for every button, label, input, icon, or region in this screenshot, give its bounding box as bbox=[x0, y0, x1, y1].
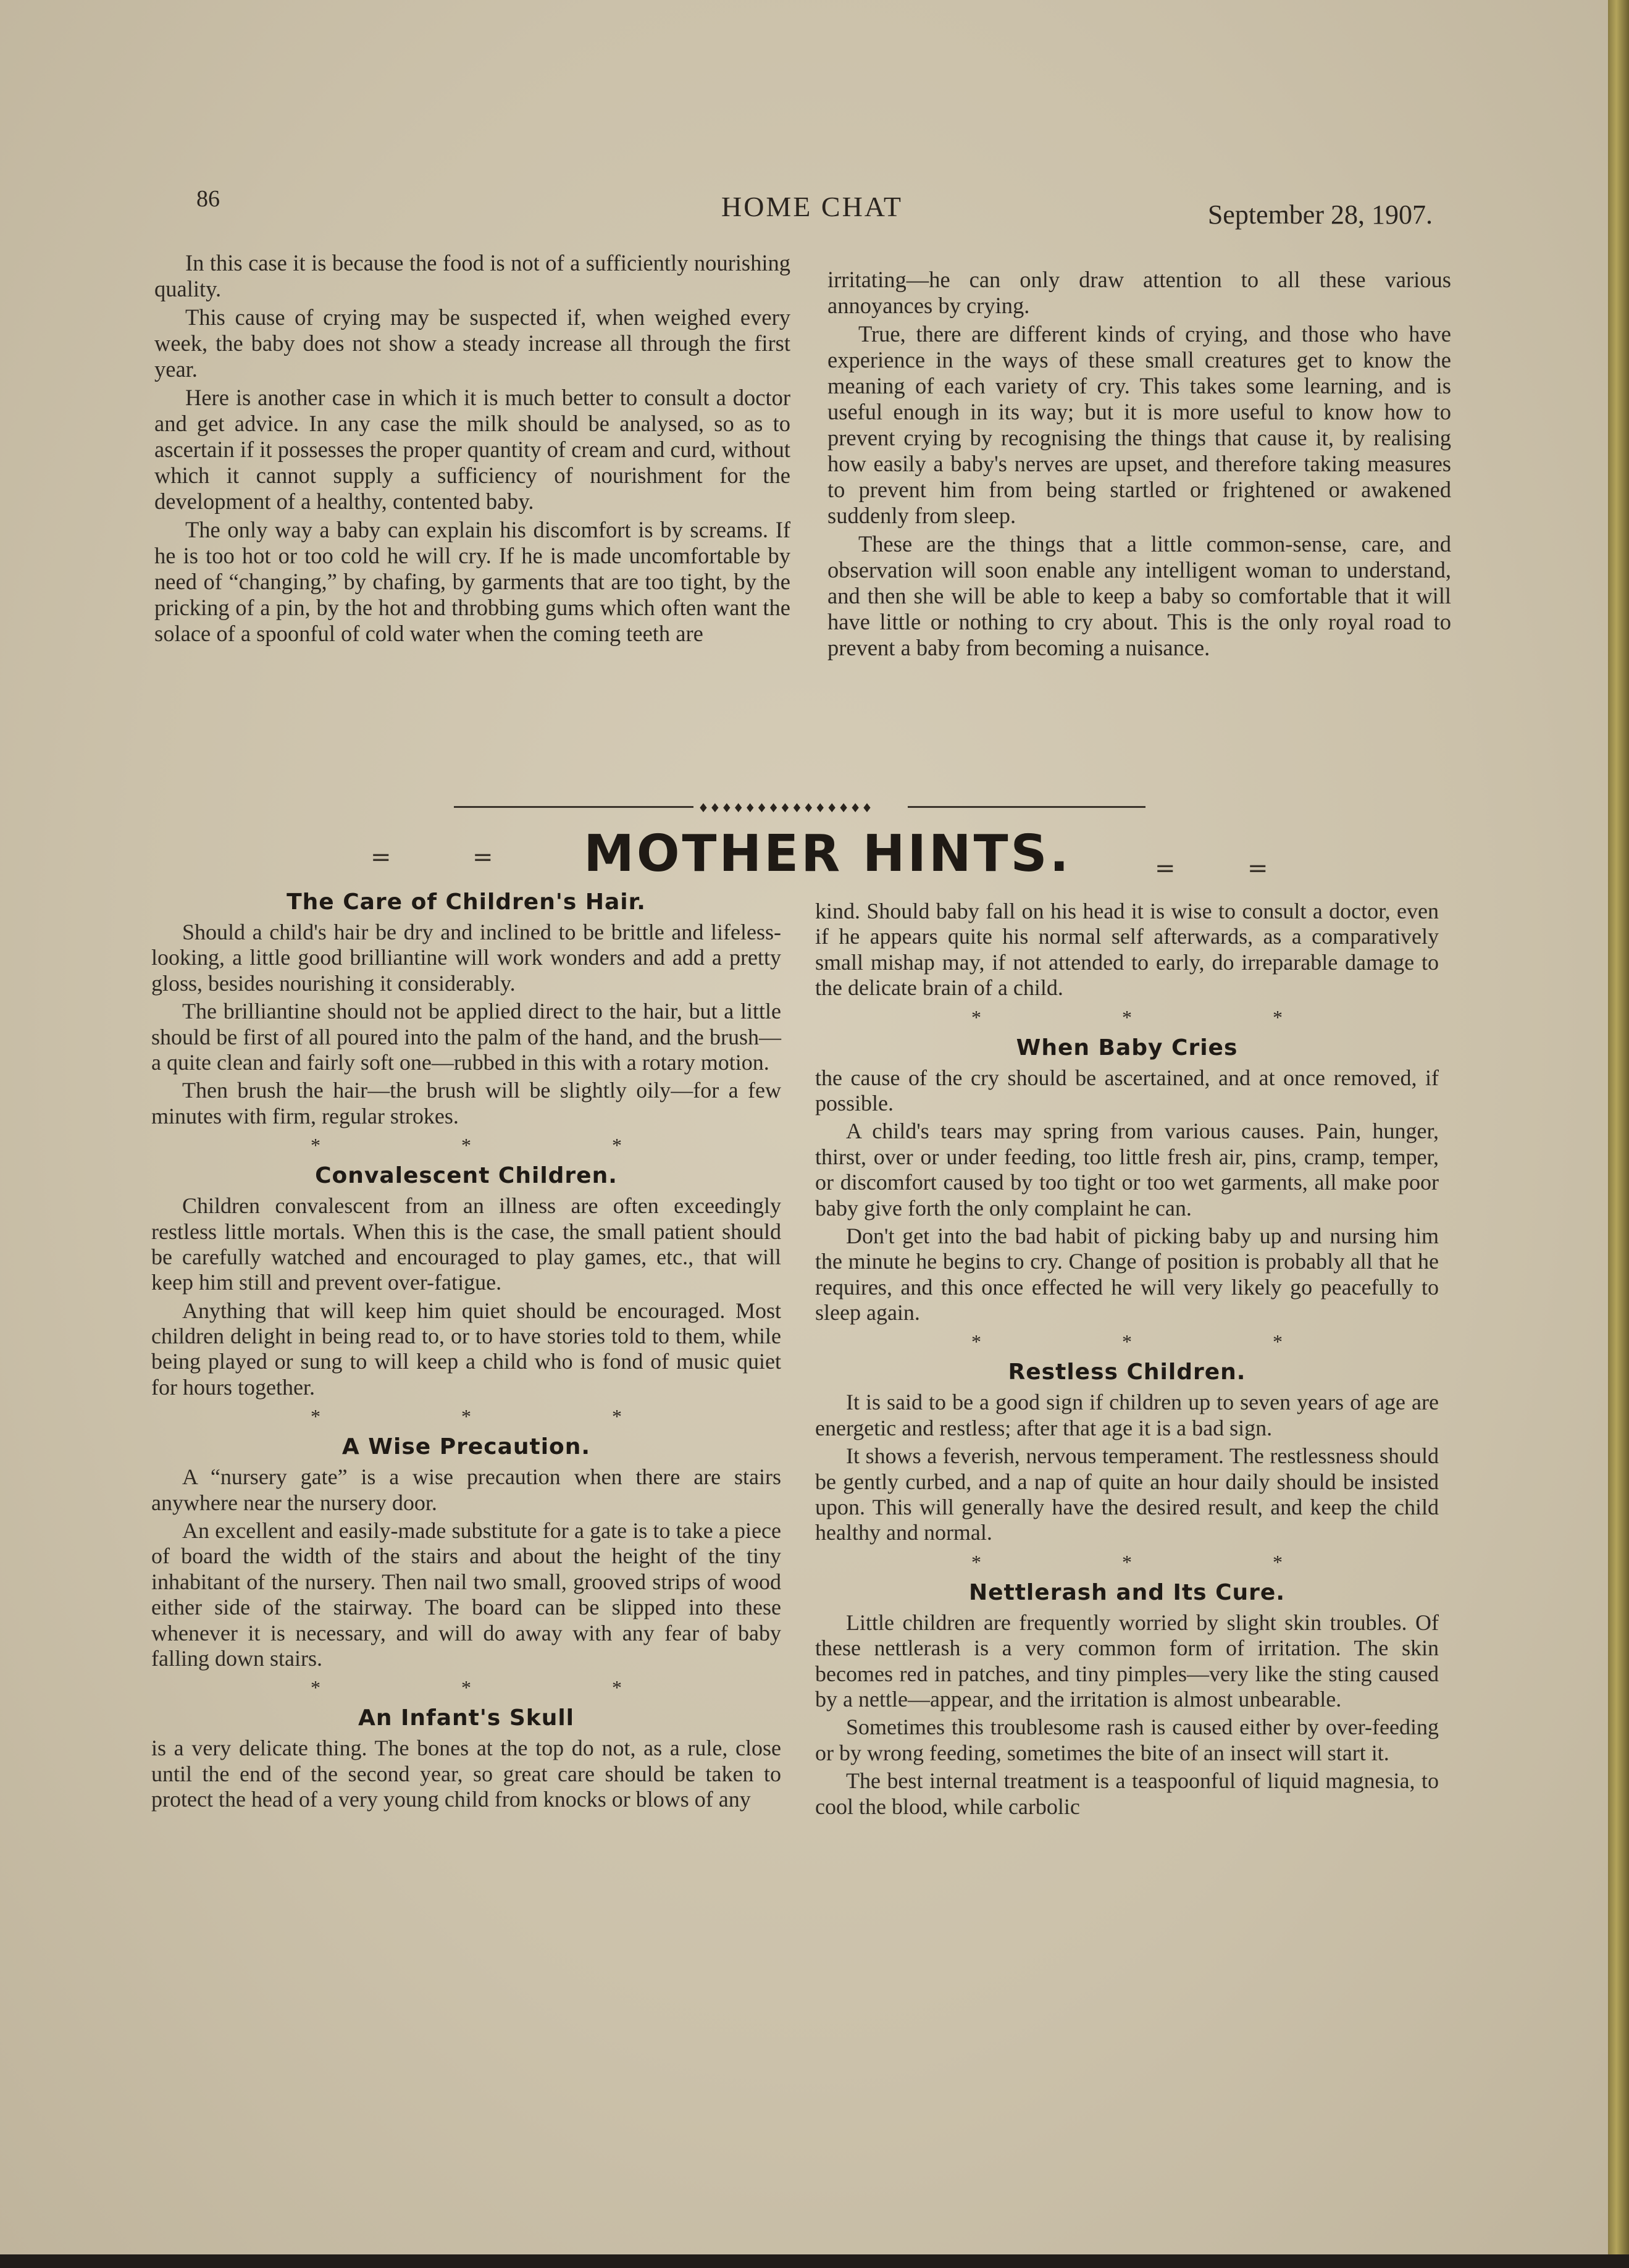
section-break-stars: * * * bbox=[971, 1550, 1351, 1573]
paragraph: Here is another case in which it is much better to consult a doctor and get advice. In any case the milk should be analysed, so as to ascertain if it possesses the proper quantity of cream and curd, without which it cannot supply a sufficiency of nourishment for the development of a healthy, contented baby. bbox=[154, 384, 790, 514]
hint-heading: An Infant's Skull bbox=[358, 1705, 574, 1731]
ornament-mark: = bbox=[1155, 854, 1176, 883]
hint-heading: When Baby Cries bbox=[1016, 1035, 1238, 1060]
paragraph: The best internal treatment is a teaspoonful of liquid magnesia, to cool the blood, while carbolic bbox=[815, 1768, 1439, 1819]
section-break-stars: * * * bbox=[971, 1330, 1351, 1353]
paragraph: It is said to be a good sign if children up to seven years of age are energetic and restless; after that age it is a bad sign. bbox=[815, 1390, 1439, 1440]
paragraph: Anything that will keep him quiet should be encouraged. Most children delight in being read to, or to have stories told to them, while being played or sung to will keep a child who is fond of music quiet for hours together. bbox=[151, 1298, 781, 1400]
article-column-left bbox=[154, 250, 790, 647]
section-break-stars: * * * bbox=[311, 1134, 690, 1157]
paragraph: kind. Should baby fall on his head it is wise to consult a doctor, even if he appears quite his normal self afterwards, as a comparatively small mishap may, if not attended to early, do irreparable damage to the delicate brain of a child. bbox=[815, 899, 1439, 1001]
hint-heading: The Care of Children's Hair. bbox=[287, 889, 646, 915]
paragraph: It shows a feverish, nervous temperament. The restlessness should be gently curbed, and a nap of quite an hour daily should be insisted upon. This will generally have the desired result, and keep the child healthy and normal. bbox=[815, 1443, 1439, 1545]
divider-rule-left bbox=[454, 806, 693, 808]
page-bottom-edge bbox=[0, 2254, 1629, 2268]
paragraph: An excellent and easily-made substitute for a gate is to take a piece of board the width of the stairs and about the height of the tiny inhabitant of the nursery. Then nail two small, grooved strips of wood either side of the stairway. The board can be slipped into these whenever it is necessary, and will do away with any fear of baby falling down stairs. bbox=[151, 1518, 781, 1671]
running-title: HOME CHAT bbox=[721, 191, 903, 222]
hint-heading: A Wise Precaution. bbox=[341, 1434, 591, 1460]
paragraph: Then brush the hair—the brush will be slightly oily—for a few minutes with firm, regular strokes. bbox=[151, 1078, 781, 1128]
issue-date: September 28, 1907. bbox=[1207, 200, 1433, 230]
paragraph: In this case it is because the food is not of a sufficiently nourishing quality. bbox=[154, 250, 790, 301]
paragraph: The only way a baby can explain his discomfort is by screams. If he is too hot or too cold he will cry. If he is made uncomfortable by need of “changing,” by chafing, by garments that are too tight, by the pricking of a pin, by the hot and throbbing gums which often want the solace of a spoonful of cold water when the coming teeth are bbox=[154, 516, 790, 646]
section-break-stars: * * * bbox=[311, 1405, 690, 1428]
section-break-stars: * * * bbox=[311, 1676, 690, 1699]
paragraph: A child's tears may spring from various causes. Pain, hunger, thirst, over or under feeding, too little fresh air, pins, cramp, temper, or discomfort caused by too tight or too wet garments, all make poor baby give forth the only complaint he can. bbox=[815, 1119, 1439, 1220]
divider-ornament: ♦♦♦♦♦♦♦♦♦♦♦♦♦♦♦ bbox=[698, 800, 873, 815]
hint-heading: Nettlerash and Its Cure. bbox=[968, 1579, 1286, 1605]
section-divider bbox=[454, 800, 1145, 813]
section-masthead bbox=[346, 825, 1309, 892]
ornament-mark: = bbox=[472, 843, 493, 872]
paragraph: The brilliantine should not be applied direct to the hair, but a little should be first of all poured into the palm of the hand, and the brush—a quite clean and fairly soft one—rubbed in this with a rotary motion. bbox=[151, 999, 781, 1075]
hint-heading: Restless Children. bbox=[1008, 1359, 1246, 1385]
paragraph: True, there are different kinds of crying, and those who have experience in the ways of these small creatures get to know the meaning of each variety of cry. This takes some learning, and is useful enough in its way; but it is more useful to know how to prevent crying by recognising the things that cause it, by realising how easily a baby's nerves are upset, and therefore taking measures to prevent him from being startled or frightened or awakened suddenly from sleep. bbox=[827, 321, 1451, 528]
paragraph: the cause of the cry should be ascertained, and at once removed, if possible. bbox=[815, 1065, 1439, 1115]
paragraph: These are the things that a little common-sense, care, and observation will soon enable any intelligent woman to understand, and then she will be able to keep a baby so comfortable that it will have little or nothing to cry about. This is the only royal road to prevent a baby from becoming a nuisance. bbox=[827, 531, 1451, 660]
paragraph: Don't get into the bad habit of picking baby up and nursing him the minute he begins to cry. Change of position is probably all that he requires, and this once effected he will very likely go peacefully to sleep again. bbox=[815, 1223, 1439, 1325]
paragraph: irritating—he can only draw attention to all these various annoyances by crying. bbox=[827, 267, 1451, 318]
binding-edge bbox=[1608, 0, 1629, 2268]
page-header bbox=[191, 185, 1433, 235]
ornament-mark: = bbox=[371, 843, 392, 872]
hints-column-right bbox=[815, 899, 1439, 1820]
paragraph: This cause of crying may be suspected if, when weighed every week, the baby does not show a steady increase all through the first year. bbox=[154, 304, 790, 382]
paragraph: is a very delicate thing. The bones at the top do not, as a rule, close until the end of the second year, so great care should be taken to protect the head of a very young child from knocks or blows of any bbox=[151, 1736, 781, 1812]
paragraph: Sometimes this troublesome rash is caused either by over-feeding or by wrong feeding, sometimes the bite of an insect will start it. bbox=[815, 1715, 1439, 1765]
page-number: 86 bbox=[196, 186, 220, 212]
section-break-stars: * * * bbox=[971, 1006, 1351, 1028]
hints-column-left bbox=[151, 883, 781, 1813]
paragraph: Children convalescent from an illness are often exceedingly restless little mortals. When this is the case, the small patient should be carefully watched and encouraged to play games, etc., that will keep him still and prevent over-fatigue. bbox=[151, 1193, 781, 1295]
paragraph: A “nursery gate” is a wise precaution when there are stairs anywhere near the nursery door. bbox=[151, 1464, 781, 1515]
hint-heading: Convalescent Children. bbox=[315, 1163, 618, 1189]
ornament-mark: = bbox=[1247, 854, 1268, 883]
paragraph: Should a child's hair be dry and inclined to be brittle and lifeless-looking, a little good brilliantine will work wonders and add a pretty gloss, besides nourishing it considerably. bbox=[151, 920, 781, 996]
section-title: MOTHER HINTS. bbox=[584, 825, 1071, 883]
paragraph: Little children are frequently worried by slight skin troubles. Of these nettlerash is a very common form of irritation. The skin becomes red in patches, and tiny pimples—very like the sting caused by a nettle—appear, and the irritation is almost unbearable. bbox=[815, 1610, 1439, 1712]
divider-rule-right bbox=[908, 806, 1145, 808]
article-column-right bbox=[827, 267, 1451, 661]
